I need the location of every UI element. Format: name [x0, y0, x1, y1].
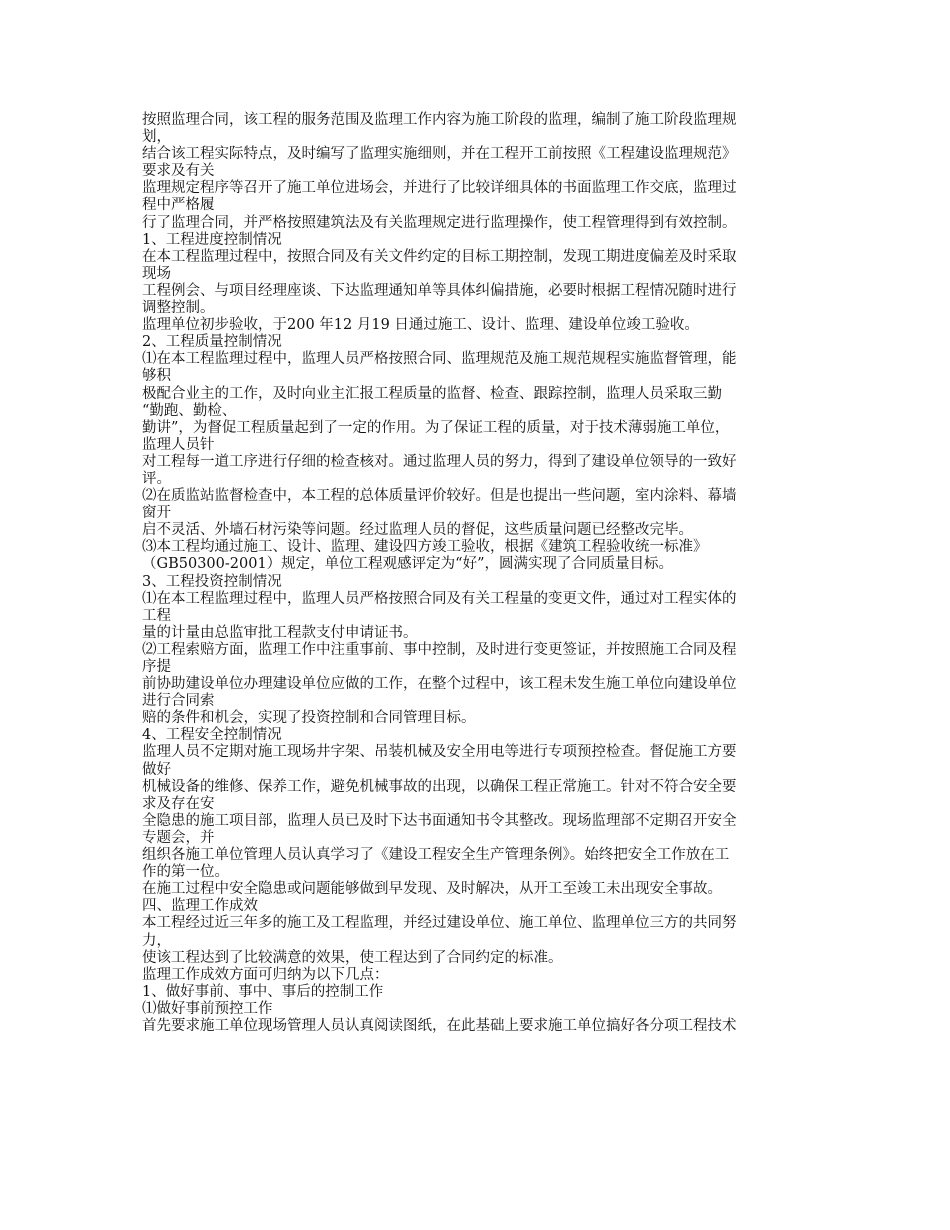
text-line: 评。: [142, 470, 171, 487]
text-line: 机械设备的维修、保养工作，避免机械事故的出现，以确保工程正常施工。针对不符合安全要: [142, 778, 737, 795]
text-line: 极配合业主的工作，及时向业主汇报工程质量的监督、检查、跟踪控制，监理人员采取三勤: [142, 385, 722, 402]
text-line: 做好: [142, 761, 171, 778]
text-line: 本工程经过近三年多的施工及工程监理，并经过建设单位、施工单位、监理单位三方的共同努: [142, 915, 737, 932]
text-line: 现场: [142, 265, 171, 282]
text-line: ⑴在本工程监理过程中，监理人员严格按照合同、监理规范及施工规范规程实施监督管理，能: [142, 351, 737, 368]
text-line: 监理工作成效方面可归纳为以下几点：: [142, 966, 389, 983]
text-line: 首先要求施工单位现场管理人员认真阅读图纸，在此基础上要求施工单位搞好各分项工程技术: [142, 1017, 737, 1034]
text-line: 监理人员不定期对施工现场井字架、吊装机械及安全用电等进行专项预控检查。督促施工方要: [142, 744, 737, 761]
text-line: 1、做好事前、事中、事后的控制工作: [142, 983, 384, 1000]
text-line: 序提: [142, 659, 171, 675]
text-line: 调整控制。: [142, 300, 215, 317]
text-line: 力，: [142, 932, 171, 949]
text-line: 监理单位初步验收，于200 年12 月19 日通过施工、设计、监理、建设单位竣工验收。: [142, 317, 699, 334]
text-line: 4、工程安全控制情况: [142, 727, 282, 744]
text-line: 作的第一位。: [142, 864, 229, 881]
text-line: 结合该工程实际特点，及时编写了监理实施细则，并在工程开工前按照《工程建设监理规范》: [142, 146, 737, 163]
text-line: 在本工程监理过程中，按照合同及有关文件约定的目标工期控制，发现工期进度偏差及时采取: [142, 248, 737, 265]
text-line: ⑴在本工程监理过程中，监理人员严格按照合同及有关工程量的变更文件，通过对工程实体的: [142, 590, 737, 607]
text-line: 专题会，并: [142, 829, 215, 846]
text-line: 2、工程质量控制情况: [142, 334, 282, 351]
text-line: 量的计量由总监审批工程款支付申请证书。: [142, 624, 418, 641]
text-line: 工程例会、与项目经理座谈、下达监理通知单等具体纠偏措施，必要时根据工程情况随时进行: [142, 282, 737, 299]
text-line: 勤讲”，为督促工程质量起到了一定的作用。为了保证工程的质量，对于技术薄弱施工单位，: [142, 419, 730, 436]
text-line: “勤跑、勤检、: [142, 402, 237, 419]
text-line: 在施工过程中安全隐患或问题能够做到早发现、及时解决，从开工至竣工未出现安全事故。: [142, 881, 722, 898]
text-line: 窗开: [142, 505, 171, 522]
text-line: ⑶本工程均通过施工、设计、监理、建设四方竣工验收，根据《建筑工程验收统一标准》: [142, 539, 708, 556]
text-line: 赔的条件和机会，实现了投资控制和合同管理目标。: [142, 710, 476, 727]
text-line: 3、工程投资控制情况: [142, 573, 282, 590]
text-line: 行了监理合同，并严格按照建筑法及有关监理规定进行监理操作，使工程管理得到有效控制。: [142, 214, 737, 231]
text-line: （GB50300-2001）规定，单位工程观感评定为“好”，圆满实现了合同质量目标。: [142, 556, 673, 573]
text-line: 按照监理合同，该工程的服务范围及监理工作内容为施工阶段的监理，编制了施工阶段监理规: [142, 112, 737, 128]
text-line: 使该工程达到了比较满意的效果，使工程达到了合同约定的标准。: [142, 949, 563, 966]
document-body: [142, 112, 812, 1035]
text-line: 四、监理工作成效: [142, 898, 258, 915]
text-line: 全隐患的施工项目部，监理人员已及时下达书面通知书令其整改。现场监理部不定期召开安全: [142, 812, 737, 829]
text-line: 组织各施工单位管理人员认真学习了《建设工程安全生产管理条例》。始终把安全工作放在工: [142, 847, 730, 864]
text-line: 划，: [142, 129, 171, 146]
text-line: 工程: [142, 607, 171, 624]
text-line: 1、工程进度控制情况: [142, 231, 282, 248]
text-line: 程中严格履: [142, 197, 215, 214]
text-line: 进行合同索: [142, 693, 215, 710]
text-line: ⑵在质监站监督检查中，本工程的总体质量评价较好。但是也提出一些问题，室内涂料、幕墙: [142, 488, 737, 505]
text-line: 够积: [142, 368, 171, 385]
text-line: 要求及有关: [142, 163, 215, 180]
text-line: ⑴做好事前预控工作: [142, 1000, 273, 1017]
text-line: 对工程每一道工序进行仔细的检查核对。通过监理人员的努力，得到了建设单位领导的一致好: [142, 453, 737, 470]
text-line: 监理人员针: [142, 436, 215, 453]
text-line: ⑵工程索赔方面，监理工作中注重事前、事中控制，及时进行变更签证，并按照施工合同及程: [142, 641, 737, 658]
text-line: 启不灵活、外墙石材污染等问题。经过监理人员的督促，这些质量问题已经整改完毕。: [142, 522, 693, 539]
text-line: 前协助建设单位办理建设单位应做的工作，在整个过程中，该工程未发生施工单位向建设单位: [142, 676, 737, 693]
text-line: 监理规定程序等召开了施工单位进场会，并进行了比较详细具体的书面监理工作交底，监理过: [142, 180, 737, 197]
text-line: 求及存在安: [142, 795, 215, 812]
